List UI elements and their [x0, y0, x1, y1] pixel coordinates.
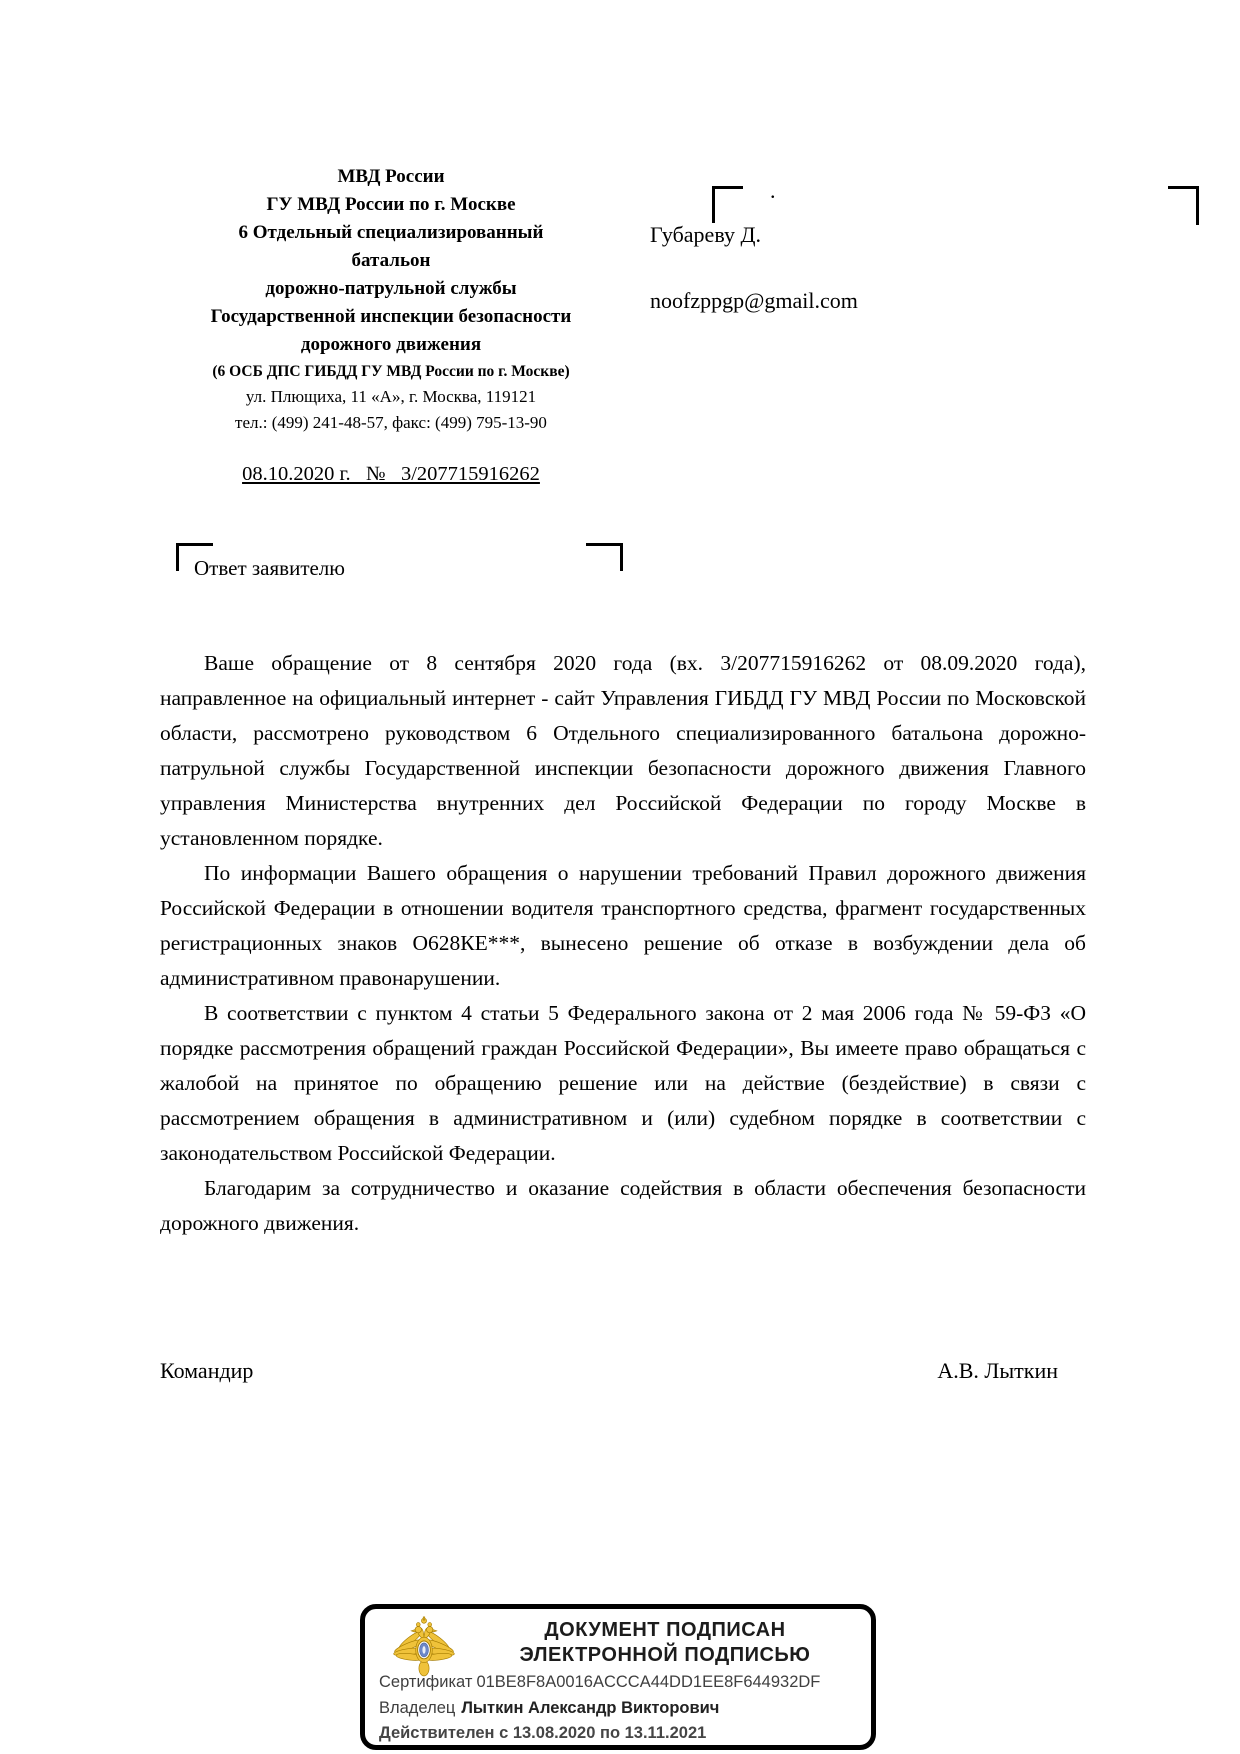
paragraph: Благодарим за сотрудничество и оказание содействия в области обеспечения безопасности дорожного движения.: [160, 1176, 1086, 1235]
org-address: ул. Плющиха, 11 «А», г. Москва, 119121: [245, 387, 537, 406]
paragraph: Ваше обращение от 8 сентября 2020 года (вх. 3/207715916262 от 08.09.2020 года), направленное на официальный интернет - сайт Управления ГИБДД ГУ МВД России по Московской области, рассмотрено руководством 6 Отдельного специализированного батальона дорожно-патрульной службы Государственной инспекции безопасности дорожного движения Главного управления Министерства внутренних дел Российской Федерации по городу Москве в установленном порядке.: [160, 651, 1086, 850]
reply-corner-mark-right: [586, 543, 623, 571]
stamp-title-line1: ДОКУМЕНТ ПОДПИСАН: [544, 1619, 786, 1641]
org-line: 6 Отдельный специализированный: [238, 222, 544, 243]
stamp-title: [469, 1618, 861, 1668]
org-line: ГУ МВД России по г. Москве: [266, 194, 516, 215]
org-abbreviation: (6 ОСБ ДПС ГИБДД ГУ МВД России по г. Москве): [212, 363, 570, 380]
owner-label: Владелец: [379, 1699, 456, 1717]
stamp-title-line2: ЭЛЕКТРОННОЙ ПОДПИСЬЮ: [519, 1644, 811, 1666]
org-phone: тел.: (499) 241-48-57, факс: (499) 795-13-90: [235, 413, 547, 432]
reply-label: Ответ заявителю: [194, 556, 345, 580]
org-line: МВД России: [337, 166, 445, 187]
paragraph: В соответствии с пунктом 4 статьи 5 Федерального закона от 2 мая 2006 года № 59-ФЗ «О порядке рассмотрения обращений граждан Российской Федерации», Вы имеете право обращаться с жалобой на принятое по обращению решение или на действие (бездействие) в связи с рассмотрением обращения в административном и (или) судебном порядке в соответствии с законодательством Российской Федерации.: [160, 1001, 1086, 1165]
digital-signature-stamp: [360, 1604, 876, 1750]
owner-value: Лыткин Александр Викторович: [461, 1699, 720, 1717]
org-line: дорожного движения: [300, 334, 482, 355]
validity-line: Действителен с 13.08.2020 по 13.11.2021: [379, 1724, 707, 1742]
recipient-dot: .: [770, 178, 776, 203]
paragraph: По информации Вашего обращения о нарушении требований Правил дорожного движения Российской Федерации в отношении водителя транспортного средства, фрагмент государственных регистрационных знаков О628КЕ***, вынесено решение об отказе в возбуждении дела об административном правонарушении.: [160, 861, 1086, 990]
org-line: Государственной инспекции безопасности: [210, 306, 572, 327]
signer-position: Командир: [160, 1358, 254, 1383]
certificate-label: Сертификат: [379, 1673, 473, 1691]
certificate-value: 01BE8F8A0016ACCCA44DD1EE8F644932DF: [476, 1673, 821, 1691]
org-letterhead: [158, 163, 624, 486]
certificate-line: [379, 1673, 820, 1692]
signature-row: [160, 1358, 1086, 1384]
date-and-ref-number: 08.10.2020 г. № 3/207715916262: [242, 463, 540, 485]
letter-body: [160, 646, 1086, 1241]
org-line: дорожно-патрульной службы: [265, 278, 517, 299]
recipient-corner-mark-left: [712, 186, 743, 223]
recipient-name: Губареву Д.: [650, 222, 761, 247]
mvd-eagle-emblem: [383, 1615, 465, 1681]
org-line: батальон: [351, 250, 431, 271]
recipient-corner-mark-right: [1168, 186, 1199, 225]
recipient-email: noofzppgp@gmail.com: [650, 288, 858, 313]
signer-name: А.В. Лыткин: [937, 1358, 1058, 1383]
owner-line: [379, 1699, 719, 1718]
